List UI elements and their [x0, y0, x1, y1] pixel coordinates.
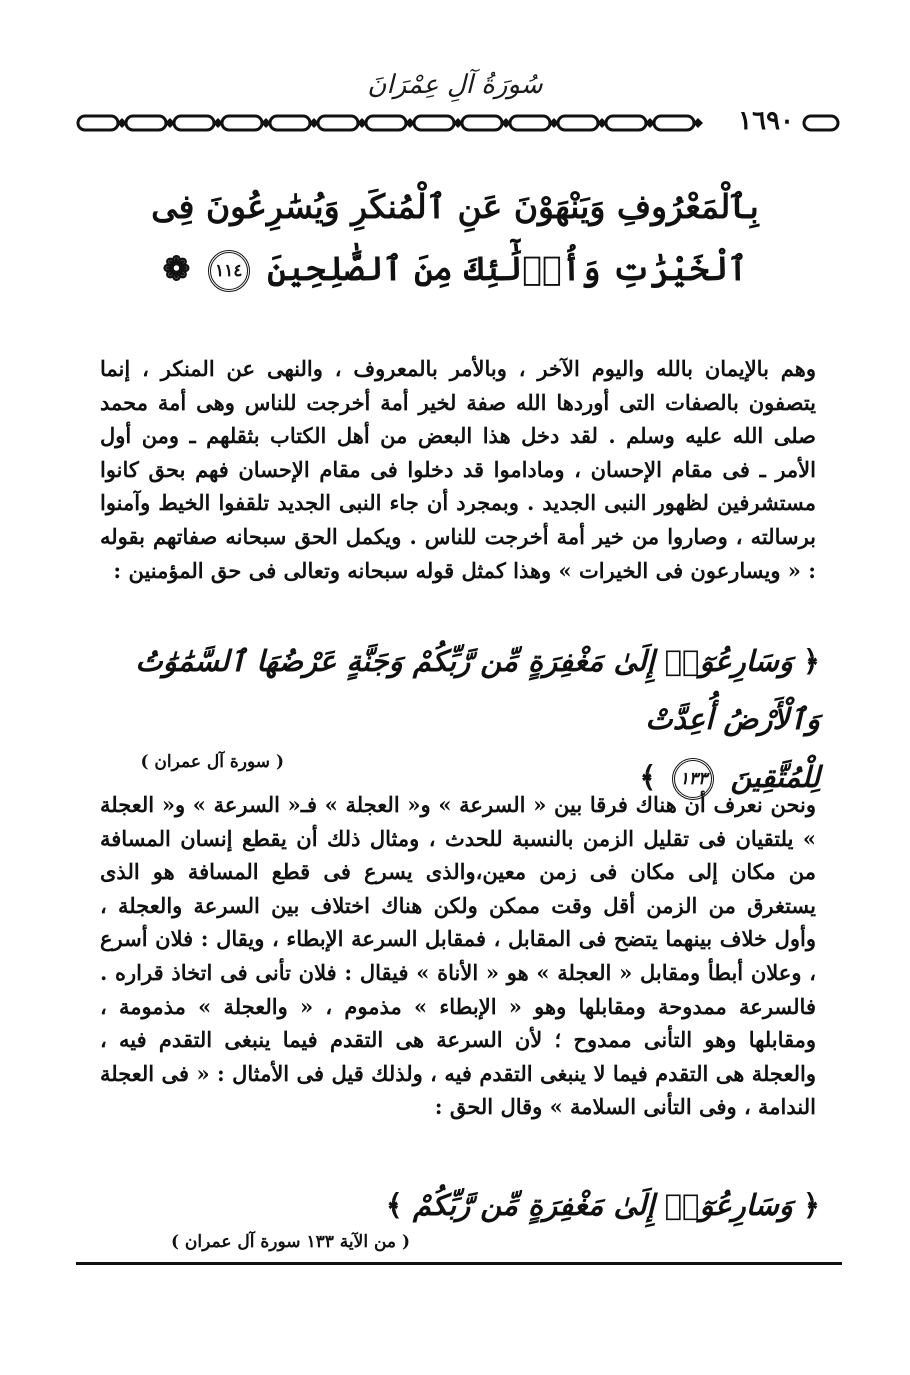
chain-link — [222, 116, 262, 130]
chain-link — [654, 116, 694, 130]
end-ornament-icon: ❁ — [162, 249, 191, 288]
chain-link — [126, 116, 166, 130]
quoted-verse-2 — [100, 1176, 820, 1234]
chain-link — [366, 116, 406, 130]
bracket-close-icon: ﴾ — [385, 1188, 403, 1222]
chain-link — [558, 116, 598, 130]
quoted-verse-1-text-1: وَسَارِعُوٓا۟ إِلَىٰ مَغْفِرَةٍ مِّن رَّبِّكُمْ وَجَنَّةٍ عَرْضُهَا ٱلسَّمَٰوَٰتُ وَٱلْأَرْضُ أُعِدَّتْ — [135, 644, 820, 736]
ayah-number-marker: ١١٤ — [208, 250, 250, 292]
chain-link — [804, 116, 838, 130]
bracket-open-icon: ﴿ — [803, 1188, 820, 1222]
quoted-verse-1-text-2: لِلْمُتَّقِينَ — [730, 760, 820, 794]
footer-rule — [76, 1262, 842, 1265]
citation-2: ( من الآية ١٣٣ سورة آل عمران ) — [170, 1232, 410, 1252]
quoted-verse-1-line-1 — [100, 632, 820, 748]
chain-link — [606, 116, 646, 130]
commentary-paragraph-2: ونحن نعرف أن هناك فرقا بين « السرعة » و« العجلة » فـ« السرعة » و« العجلة » يلتقيان فى تقليل الزمن بالنسبة للحدث ، ومثال ذلك أن يقطع إنسان المسافة من مكان إلى مكان فى زمن معين،والذى يسرع فى قطع المسافة هو الذى يستغرق من الزمن أقل وقت ممكن ولكن هناك اختلاف بين السرعة والعجلة ، وأول خلاف بينهما يتضح فى المقابل ، فمقابل السرعة الإبطاء ، ويقال : فلان أسرع ، وعلان أبطأ ومقابل « العجلة » هو « الأناة » فيقال : فلان تأنى فى اتخاذ قراره . فالسرعة ممدوحة ومقابلها وهو « الإبطاء » مذموم ، « والعجلة » مذمومة ، ومقابلها وهو التأنى ممدوح ؛ لأن السرعة هى التقدم فيما ينبغى التقدم فيه ، والعجلة هى التقدم فيما لا ينبغى التقدم فيه ، ولذلك قيل فى الأمثال : « فى العجلة الندامة ، وفى التأنى السلامة » وقال الحق : — [100, 792, 816, 1120]
chain-link — [510, 116, 550, 130]
header-ornament-band — [74, 106, 842, 136]
verse-line-1: بِٱلْمَعْرُوفِ وَيَنْهَوْنَ عَنِ ٱلْمُنكَرِ وَيُسَٰرِعُونَ فِى — [151, 187, 759, 226]
quoted-verse-1 — [100, 632, 820, 806]
chain-link — [78, 116, 118, 130]
quoted-verse-2-text: وَسَارِعُوٓا۟ إِلَىٰ مَغْفِرَةٍ مِّن رَّبِّكُمْ — [412, 1188, 793, 1222]
commentary-paragraph-1: وهم بالإيمان بالله واليوم الآخر ، وبالأمر بالمعروف ، والنهى عن المنكر ، إنما يتصفون بالصفات التى أوردها الله صفة لخير أمة أخرجت للناس وهى أمة محمد صلى الله عليه وسلم . لقد دخل هذا البعض من أهل الكتاب بثقلهم ـ ومن أول الأمر ـ فى مقام الإحسان ، وماداموا قد دخلوا فى مقام الإحسان فهم بحق كانوا مستشرفين لظهور النبى الجديد . وبمجرد أن جاء النبى الجديد تلقفوا الخيط وآمنوا برسالته ، وصاروا من خير أمة أخرجت للناس . ويكمل الحق سبحانه صفاتهم بقوله : « ويسارعون فى الخيرات » وهذا كمثل قوله سبحانه وتعالى فى حق المؤمنين : — [100, 356, 816, 583]
chain-link — [174, 116, 214, 130]
chain-link — [270, 116, 310, 130]
chain-ornament — [74, 110, 842, 136]
page-number: ١٦٩٠ — [734, 106, 798, 136]
verse-line-2-text: ٱلْخَيْرَٰتِ وَأُو۟لَٰٓئِكَ مِنَ ٱلصَّٰلِحِينَ — [267, 249, 748, 288]
chain-link — [318, 116, 358, 130]
chain-link — [414, 116, 454, 130]
quran-verse — [106, 176, 804, 300]
bracket-close-icon: ﴾ — [639, 760, 657, 794]
citation-1: ( سورة آل عمران ) — [140, 752, 284, 772]
chain-link — [462, 116, 502, 130]
quoted-verse-ayah-marker: ١٣٣ — [672, 758, 714, 800]
verse-line-2 — [106, 238, 804, 300]
bracket-open-icon: ﴿ — [803, 644, 820, 678]
surah-title: سُورَةُ آلِ عِمْرَانَ — [367, 70, 543, 100]
